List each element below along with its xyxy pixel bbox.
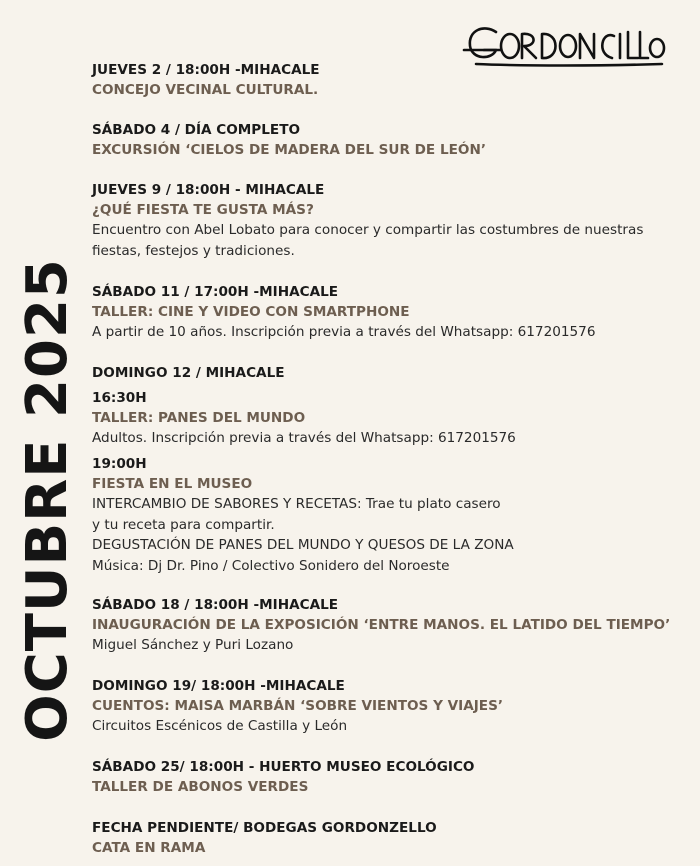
event-header: DOMINGO 12 / MIHACALE xyxy=(92,365,285,381)
event-description: Adultos. Inscripción previa a través del Whatsapp: 617201576 xyxy=(92,430,516,446)
event-title: TALLER: CINE Y VIDEO CON SMARTPHONE xyxy=(92,304,410,320)
event-header: JUEVES 9 / 18:00H - MIHACALE xyxy=(92,182,325,198)
event-title: EXCURSIÓN ‘CIELOS DE MADERA DEL SUR DE LEÓN’ xyxy=(92,142,486,158)
event-header: 16:30H xyxy=(92,390,147,406)
event-description: Circuitos Escénicos de Castilla y León xyxy=(92,718,348,734)
event-title: TALLER: PANES DEL MUNDO xyxy=(92,410,306,426)
event-item xyxy=(92,180,692,261)
event-header: SÁBADO 18 / 18:00H -MIHACALE xyxy=(92,597,339,613)
event-description: fiestas, festejos y tradiciones. xyxy=(92,242,295,259)
event-header: FECHA PENDIENTE/ BODEGAS GORDONZELLO xyxy=(92,820,437,836)
event-title: CATA EN RAMA xyxy=(92,840,206,856)
event-description: Encuentro con Abel Lobato para conocer y compartir las costumbres de nuestras xyxy=(92,222,644,238)
event-description: y tu receta para compartir. xyxy=(92,516,275,533)
event-item xyxy=(92,595,692,656)
event-description: Miguel Sánchez y Puri Lozano xyxy=(92,637,294,653)
event-description: A partir de 10 años. Inscripción previa a través del Whatsapp: 617201576 xyxy=(92,324,596,340)
event-header: DOMINGO 19/ 18:00H -MIHACALE xyxy=(92,678,345,694)
event-description: INTERCAMBIO DE SABORES Y RECETAS: Trae tu plato casero xyxy=(92,496,501,512)
event-title: FIESTA EN EL MUSEO xyxy=(92,476,253,492)
event-title: ¿QUÉ FIESTA TE GUSTA MÁS? xyxy=(92,202,314,218)
event-title: TALLER DE ABONOS VERDES xyxy=(92,779,309,795)
event-item xyxy=(92,60,692,100)
event-title: CUENTOS: MAISA MARBÁN ‘SOBRE VIENTOS Y VIAJES’ xyxy=(92,698,504,714)
event-header: 19:00H xyxy=(92,456,147,472)
event-description: DEGUSTACIÓN DE PANES DEL MUNDO Y QUESOS DE LA ZONA xyxy=(92,537,514,553)
event-description: Música: Dj Dr. Pino / Colectivo Sonidero del Noroeste xyxy=(92,557,450,574)
event-item xyxy=(92,282,692,343)
event-title: INAUGURACIÓN DE LA EXPOSICIÓN ‘ENTRE MANOS. EL LATIDO DEL TIEMPO’ xyxy=(92,617,671,633)
event-item xyxy=(92,363,692,383)
event-item xyxy=(92,388,692,449)
event-item xyxy=(92,757,692,797)
event-item xyxy=(92,120,692,160)
month-title: OCTUBRE 2025 xyxy=(15,258,80,742)
event-header: SÁBADO 11 / 17:00H -MIHACALE xyxy=(92,284,339,300)
event-title: CONCEJO VECINAL CULTURAL. xyxy=(92,82,319,98)
event-header: SÁBADO 25/ 18:00H - HUERTO MUSEO ECOLÓGICO xyxy=(92,759,475,775)
event-item xyxy=(92,454,692,576)
event-header: SÁBADO 4 / DÍA COMPLETO xyxy=(92,122,301,138)
event-item xyxy=(92,818,692,858)
event-item xyxy=(92,676,692,737)
event-header: JUEVES 2 / 18:00H -MIHACALE xyxy=(92,62,320,78)
